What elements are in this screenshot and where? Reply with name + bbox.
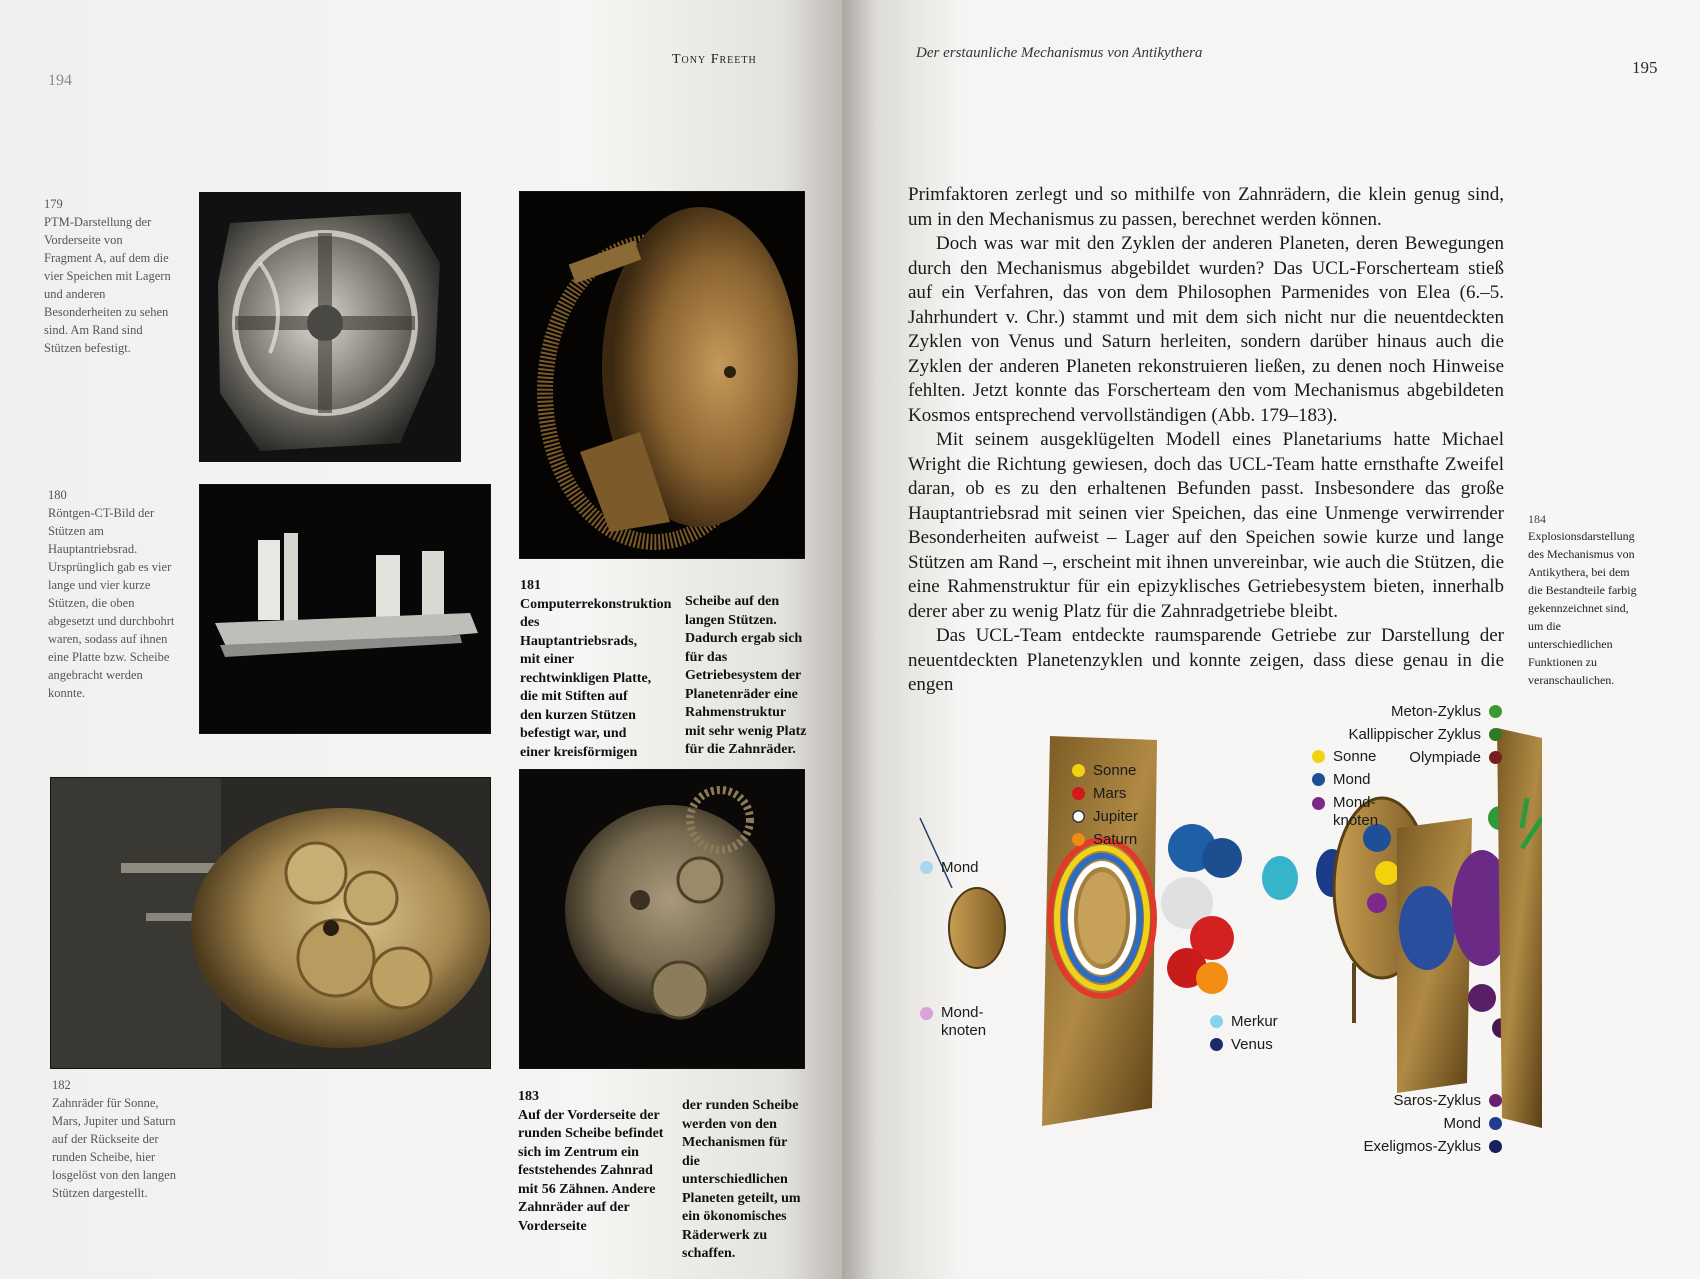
caption-text: Explosionsdarstellung des Mechanismus von Antikythera, bei dem die Bestandteile farbig gekennzeichnet sind, um die unterschiedlichen Funktionen zu veranschaulichen. bbox=[1528, 529, 1637, 687]
legend-label: Saturn bbox=[1093, 831, 1138, 848]
legend-label: Venus bbox=[1231, 1036, 1273, 1053]
pink-dot-icon bbox=[920, 1007, 933, 1020]
legend-front-planets bbox=[1072, 762, 1138, 848]
figure-183-caption-col1 bbox=[518, 1088, 668, 1235]
figure-181-caption-col2 bbox=[685, 592, 807, 759]
figure-number: 183 bbox=[518, 1089, 539, 1104]
legend-label: Saros-Zyklus bbox=[1393, 1092, 1481, 1109]
legend-label: Olympiade bbox=[1409, 749, 1481, 766]
legend-label: Sonne bbox=[1093, 762, 1137, 779]
figure-180-caption bbox=[48, 487, 178, 702]
figure-183-image bbox=[520, 770, 804, 1068]
blue-dot-icon bbox=[1312, 773, 1325, 786]
planet-gears-image bbox=[51, 778, 490, 1068]
figure-number: 180 bbox=[48, 488, 67, 502]
page-number-right: 195 bbox=[1632, 58, 1658, 77]
caption-text: Zahnräder für Sonne, Mars, Jupiter und Saturn auf der Rückseite der runden Scheibe, hier losgelöst von den langen Stützen dargestellt. bbox=[52, 1096, 176, 1200]
legend-label: Exeligmos-Zyklus bbox=[1363, 1138, 1481, 1155]
navy-dot-icon bbox=[1489, 1140, 1502, 1153]
navy-dot-icon bbox=[1210, 1038, 1223, 1051]
legend-item bbox=[1072, 785, 1138, 802]
legend-label: Meton-Zyklus bbox=[1390, 703, 1481, 720]
caption-text: Röntgen-CT-Bild der Stützen am Hauptantriebsrad. Ursprünglich gab es vier lange und vier kurze Stützen, die oben abgesetzt und durchbohrt waren, sodass auf ihnen eine Platte bzw. Scheibe angebracht werden konnte. bbox=[48, 506, 175, 700]
figure-number: 182 bbox=[52, 1078, 71, 1092]
legend-item bbox=[1072, 762, 1138, 779]
legend-item bbox=[1322, 703, 1502, 720]
legend-item bbox=[1322, 749, 1502, 766]
caption-text: PTM-Darstellung der Vorderseite von Fragment A, auf dem die vier Speichen mit Lagern und anderen Besonderheiten zu sehen sind. Am Rand sind Stützen befestigt. bbox=[44, 215, 171, 355]
legend-item bbox=[1312, 771, 1378, 788]
legend-back-bottom bbox=[1322, 1092, 1502, 1155]
legend-item bbox=[1072, 831, 1138, 848]
legend-label: Mond bbox=[941, 859, 979, 876]
legend-label: Kallippischer Zyklus bbox=[1348, 726, 1481, 743]
figure-183-caption-col2 bbox=[682, 1096, 804, 1263]
caption-text: Computerrekonstruktion des Hauptantriebsrads, mit einer rechtwinkligen Platte, die mit Stiften auf den kurzen Stützen befestigt war, und einer kreisförmigen bbox=[520, 596, 672, 760]
light-blue-dot-icon bbox=[920, 861, 933, 874]
dark-red-dot-icon bbox=[1489, 751, 1502, 764]
figure-180-image bbox=[200, 485, 490, 733]
white-dot-icon bbox=[1072, 810, 1085, 823]
legend-label: Mond- knoten bbox=[941, 1004, 987, 1039]
figure-number: 179 bbox=[44, 197, 63, 211]
red-dot-icon bbox=[1072, 787, 1085, 800]
paragraph: Das UCL-Team entdeckte raumsparende Getriebe zur Darstellung der neuentdeckten Planetenzyklen und konnte zeigen, dass diese genau in die engen bbox=[908, 625, 1504, 695]
legend-item bbox=[1322, 1138, 1502, 1155]
ct-pillars-image bbox=[200, 485, 490, 733]
page-number-left: 194 bbox=[48, 72, 72, 89]
caption-text: der runden Scheibe werden von den Mechanismen für die unterschiedlichen Planeten geteilt, um ein ökonomisches Räderwerk zu schaffen. bbox=[682, 1098, 801, 1261]
right-page bbox=[842, 0, 1700, 1279]
figure-181-image bbox=[520, 192, 804, 558]
legend-label: Mars bbox=[1093, 785, 1127, 802]
legend-label: Mond bbox=[1333, 771, 1371, 788]
figure-179-image bbox=[200, 193, 460, 461]
running-head-right: Der erstaunliche Mechanismus von Antikythera bbox=[916, 45, 1203, 61]
cyan-dot-icon bbox=[1210, 1015, 1223, 1028]
orange-dot-icon bbox=[1072, 833, 1085, 846]
main-drive-wheel-image bbox=[520, 192, 804, 558]
purple-dot-icon bbox=[1312, 797, 1325, 810]
fragment-a-image bbox=[200, 193, 460, 461]
legend-label: Mond- knoten bbox=[1333, 794, 1379, 829]
figure-number: 184 bbox=[1528, 512, 1546, 526]
legend-item bbox=[1322, 726, 1502, 743]
body-text bbox=[908, 183, 1504, 698]
legend-middle-bottom bbox=[1210, 1013, 1278, 1053]
front-plate-gears-image bbox=[520, 770, 804, 1068]
left-page bbox=[0, 0, 842, 1279]
plum-dot-icon bbox=[1489, 1094, 1502, 1107]
paragraph: Doch was war mit den Zyklen der anderen Planeten, deren Bewegungen durch den Mechanismus abgebildet wurden? Das UCL-Forscherteam stieß auf ein Verfahren, das von dem Philosophen Parmenides von Elea (6.–5. Jahrhundert v. Chr.) stammt und mit dem sich nicht nur die neuentdeckten Zyklen von Venus und Saturn herleiten, sondern darüber hinaus auch die Zyklen der anderen Planeten rekonstruieren ließen, zu denen noch Hinweise fehlten. Jetzt konnte das Forscherteam den vom Mechanismus abgebildeten Kosmos entsprechend vervollständigen (Abb. 179–183). bbox=[908, 233, 1504, 426]
legend-label: Mond bbox=[1443, 1115, 1481, 1132]
legend-label: Jupiter bbox=[1093, 808, 1139, 825]
yellow-dot-icon bbox=[1072, 764, 1085, 777]
paragraph: Primfaktoren zerlegt und so mithilfe von Zahnrädern, die klein genug sind, um in den Mechanismus zu passen, berechnet werden können. bbox=[908, 184, 1504, 230]
green-dot-icon bbox=[1489, 705, 1502, 718]
figure-182-image bbox=[51, 778, 490, 1068]
figure-number: 181 bbox=[520, 578, 541, 593]
legend-item bbox=[1072, 808, 1138, 825]
caption-text: Scheibe auf den langen Stützen. Dadurch ergab sich für das Getriebesystem der Planetenräder eine Rahmenstruktur mit sehr wenig Platz für die Zahnräder. bbox=[685, 594, 807, 757]
figure-181-caption-col1 bbox=[520, 577, 672, 761]
legend-front-moon bbox=[920, 859, 979, 876]
blue-dot-icon bbox=[1489, 1117, 1502, 1130]
legend-item bbox=[1322, 1115, 1502, 1132]
running-head-left: Tony Freeth bbox=[672, 52, 757, 67]
figure-184-caption bbox=[1528, 512, 1646, 689]
dark-green-dot-icon bbox=[1489, 728, 1502, 741]
legend-label: Sonne bbox=[1333, 748, 1377, 765]
legend-item bbox=[1210, 1036, 1278, 1053]
legend-item bbox=[1322, 1092, 1502, 1109]
figure-182-caption bbox=[52, 1077, 182, 1202]
legend-item bbox=[1312, 794, 1378, 830]
paragraph: Mit seinem ausgeklügelten Modell eines Planetariums hatte Michael Wright die Richtung gewiesen, doch das UCL-Team hatte ernsthafte Zweifel daran, ob es zu den erhaltenen Befunden passt. Insbesondere das große Hauptantriebsrad mit seinen vier Speichen, das eine Unmenge verwirrender Besonderheiten aufweist – Lager auf den Speichen sowie kurze und lange Stützen am Rand –, erscheint mit ihnen unvereinbar, wie auch die Stützen, die eine Rahmenstruktur für ein epizyklisches Getriebesystem bieten, innerhalb derer aber zu wenig Platz für die Zahnradgetriebe bleibt. bbox=[908, 429, 1504, 622]
legend-back-top bbox=[1322, 703, 1502, 766]
legend-front-nodes bbox=[920, 1004, 986, 1040]
caption-text: Auf der Vorderseite der runden Scheibe befindet sich im Zentrum ein feststehendes Zahnrad mit 56 Zähnen. Andere Zahnräder auf der Vorderseite bbox=[518, 1107, 664, 1234]
legend-label: Merkur bbox=[1231, 1013, 1278, 1030]
legend-item bbox=[1210, 1013, 1278, 1030]
figure-179-caption bbox=[44, 196, 172, 357]
